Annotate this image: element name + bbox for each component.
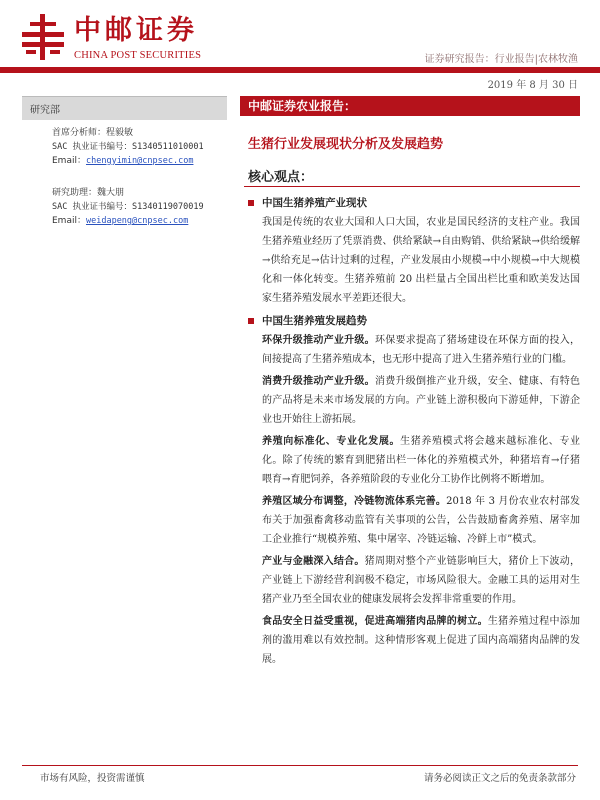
trend-item (246, 432, 580, 489)
trend-item (246, 612, 580, 669)
dept-label: 研究部 (22, 96, 227, 120)
report-category: 证券研究报告：行业报告|农林牧渔 (424, 54, 578, 65)
analyst-info-2 (52, 186, 227, 228)
report-title: 生猪行业发展现状分析及发展趋势 (248, 137, 444, 152)
main-content (246, 193, 580, 672)
trend-lead: 环保升级推动产业升级。 (262, 335, 375, 346)
core-views-rule (244, 186, 580, 187)
footer-rule (22, 765, 578, 766)
trend-text: 消费升级倒推产业升级，安全、健康、有特色的产品将是未来市场发展的方向。产业链上游积极向下游延伸，下游企业也开始往上游拓展。 (262, 376, 581, 425)
company-logo (22, 14, 217, 64)
trend-lead: 产业与金融深入结合。 (262, 556, 365, 567)
report-date: 2019 年 8 月 30 日 (487, 80, 578, 91)
analyst-email-link[interactable]: weidapeng@cnpsec.com (85, 216, 189, 226)
report-banner: 中邮证券农业报告： (240, 96, 580, 116)
logo-text-cn: 中邮证券 (74, 15, 198, 46)
email-label: Email： (52, 216, 86, 226)
analyst-email-link[interactable]: chengyimin@cnpsec.com (85, 156, 194, 166)
trend-lead: 养殖区域分布调整，冷链物流体系完善。 (262, 496, 447, 507)
section-heading-trends: 中国生猪养殖发展趋势 (246, 311, 580, 331)
trend-item (246, 331, 580, 369)
china-post-logo-icon (22, 14, 64, 60)
trend-item (246, 372, 580, 429)
trend-lead: 消费升级推动产业升级。 (262, 376, 375, 387)
analyst-sac: SAC 执业证书编号：S1340511010001 (52, 142, 204, 152)
trend-text: 环保要求提高了猪场建设在环保方面的投入，间接提高了生猪养殖成本，也无形中提高了进入生猪养殖行业的门槛。 (262, 335, 581, 365)
analyst-info-1 (52, 126, 227, 168)
trend-text: 生猪养殖模式将会越来越标准化、专业化。除了传统的繁育到肥猪出栏一体化的养殖模式外，种猪培育→仔猪喂育→育肥饲养，各养殖阶段的专业化分工协作比例将不断增加。 (262, 436, 581, 485)
section-body-status: 我国是传统的农业大国和人口大国，农业是国民经济的支柱产业。我国生猪养殖业经历了凭票消费、供给紧缺→自由购销、供给紧缺→供给缓解→供给充足→估计过剩的过程，产业发展由小规模→中小规模→中大规模化和一体化转变。生猪养殖前 20 出栏量占全国出栏比重和欧美发达国家生猪养殖发展水平差距还很大。 (262, 217, 580, 304)
footer-risk-notice: 市场有风险，投资需谨慎 (40, 773, 145, 784)
trend-text: 猪周期对整个产业链影响巨大，猪价上下波动，产业链上下游经营利润极不稳定，市场风险很大。金融工具的运用对生猪产业乃至全国农业的健康发展将会发挥非常重要的作用。 (262, 556, 581, 605)
trend-lead: 食品安全日益受重视，促进高端猪肉品牌的树立。 (262, 616, 488, 627)
header-rule (0, 67, 600, 73)
footer-disclaimer: 请务必阅读正文之后的免责条款部分 (423, 773, 576, 784)
trend-lead: 养殖向标准化、专业化发展。 (262, 436, 401, 447)
trend-item (246, 492, 580, 549)
core-views-heading: 核心观点： (248, 170, 314, 185)
analyst-sac: SAC 执业证书编号：S1340119070019 (52, 202, 204, 212)
trend-text: 生猪养殖过程中添加剂的滥用难以有效控制。这种情形客观上促进了国内高端猪肉品牌的发展。 (262, 616, 581, 665)
analyst-role: 研究助理：魏大朋 (52, 188, 125, 198)
sidebar (22, 96, 227, 228)
email-label: Email： (52, 156, 86, 166)
logo-text-en: CHINA POST SECURITIES (74, 50, 202, 61)
section-heading-status: 中国生猪养殖产业现状 (246, 193, 580, 213)
analyst-role: 首席分析师：程毅敏 (52, 128, 134, 138)
trend-item (246, 552, 580, 609)
trend-text: 2018 年 3 月份农业农村部发布关于加强畜禽移动监管有关事项的公告，公告鼓励畜禽养殖、屠宰加工企业推行“规模养殖、集中屠宰、冷链运输、冷鲜上市”模式。 (262, 496, 580, 545)
